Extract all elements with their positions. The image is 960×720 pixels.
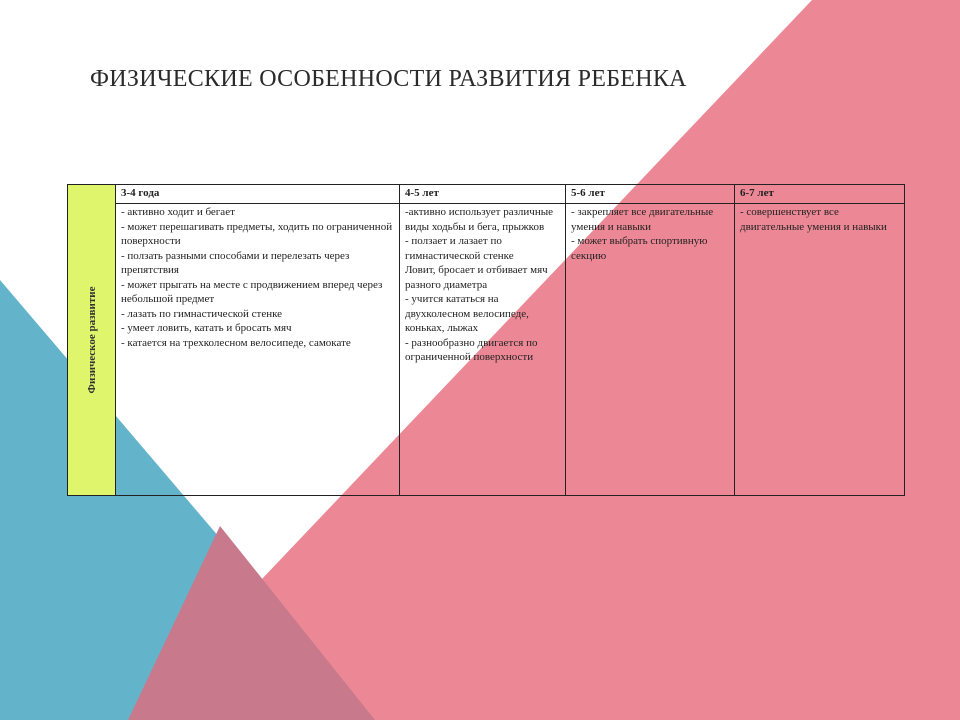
development-table	[67, 184, 905, 496]
list-item: -активно использует различные виды ходьбы и бега, прыжков	[405, 206, 553, 233]
cell-4-5	[400, 204, 566, 496]
cell-3-4	[116, 204, 400, 496]
list-item: - совершенствует все двигательные умения и навыки	[740, 206, 887, 233]
column-header-3-4: 3-4 года	[116, 185, 400, 204]
cell-5-6	[566, 204, 735, 496]
list-item: - активно ходит и бегает	[121, 206, 235, 218]
list-item: - может перешагивать предметы, ходить по ограниченной поверхности	[121, 220, 393, 247]
column-header-6-7: 6-7 лет	[735, 185, 905, 204]
cell-6-7	[735, 204, 905, 496]
list-item: - умеет ловить, катать и бросать мяч	[121, 322, 292, 334]
list-item: Ловит, бросает и отбивает мяч разного диаметра	[405, 264, 548, 291]
row-label: Физическое развитие	[85, 286, 98, 394]
list-item: - учится кататься на двухколесном велосипеде, коньках, лыжах	[405, 293, 529, 334]
slide-title: ФИЗИЧЕСКИЕ ОСОБЕННОСТИ РАЗВИТИЯ РЕБЕНКА	[90, 66, 687, 92]
header-row	[68, 185, 905, 204]
list-item: - катается на трехколесном велосипеде, самокате	[121, 336, 351, 349]
list-item: - разнообразно двигается по ограниченной поверхности	[405, 336, 538, 363]
column-header-5-6: 5-6 лет	[566, 185, 735, 204]
list-item: - ползать разными способами и перелезать через препятствия	[121, 249, 350, 276]
row-label-cell	[68, 185, 116, 496]
list-item: - закрепляет все двигательные умения и навыки	[571, 206, 714, 233]
column-header-4-5: 4-5 лет	[400, 185, 566, 204]
list-item: - лазать по гимнастической стенке	[121, 307, 283, 320]
content-row	[68, 204, 905, 496]
list-item: - ползает и лазает по гимнастической стенке	[405, 235, 514, 262]
list-item: - может прыгать на месте с продвижением вперед через небольшой предмет	[121, 278, 383, 305]
list-item: - может выбрать спортивную секцию	[571, 235, 708, 262]
